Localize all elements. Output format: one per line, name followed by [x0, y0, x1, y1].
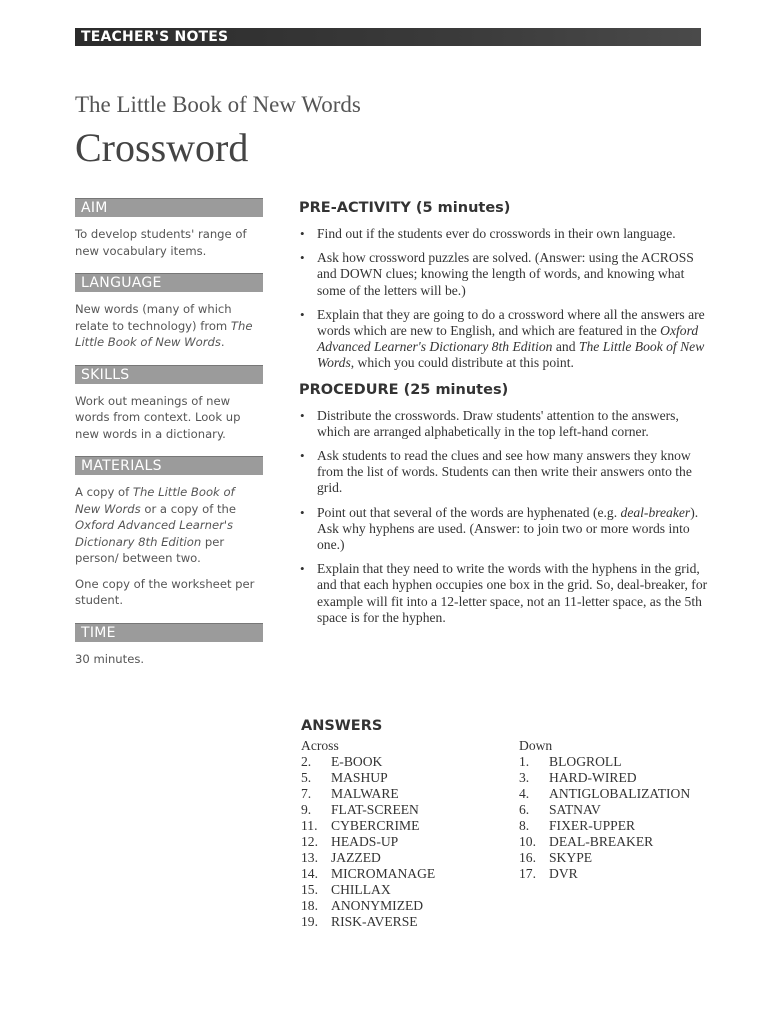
- answer-word: E-BOOK: [331, 754, 383, 769]
- across-label: Across: [301, 738, 339, 753]
- aim-bar: AIM: [75, 198, 263, 217]
- answer-number: 5.: [301, 770, 312, 785]
- language-text: New words (many of which relate to technology) from The Little Book of New Words.: [75, 302, 253, 349]
- materials-text-2: One copy of the worksheet per student.: [75, 576, 255, 607]
- answer-number: 2.: [301, 754, 312, 769]
- answer-word: ANONYMIZED: [331, 898, 424, 913]
- list-item: • Explain that they need to write the words with the hyphens in the grid, and that each hyphen occupies one box in the grid. So, deal-breaker, for example will fit into a 12-letter space, not an 11-letter space, as the 5th space is for the hyphen.: [299, 561, 715, 626]
- procedure-list: [299, 408, 715, 626]
- list-item: • Explain that they are going to do a crossword where all the answers are words which are new to English, and which are featured in the Oxford Advanced Learner's Dictionary 8th Edition and The Little Book of New Words, which you could distribute at this point.: [299, 307, 715, 372]
- answers-section: [301, 718, 721, 929]
- answer-number: 4.: [519, 786, 530, 801]
- answer-row: [519, 818, 719, 834]
- answer-row: [519, 850, 719, 866]
- materials-text-1: A copy of The Little Book of New Words or a copy of the Oxford Advanced Learner's Dictionary 8th Edition per person/ between two.: [75, 485, 236, 565]
- answer-word: CYBERCRIME: [331, 818, 420, 833]
- answer-row: [301, 914, 511, 930]
- answer-number: 1.: [519, 754, 530, 769]
- main-column: [299, 198, 715, 634]
- aim-text: To develop students' range of new vocabulary items.: [75, 227, 247, 258]
- header-bar: [75, 28, 701, 46]
- language-bar: LANGUAGE: [75, 273, 263, 292]
- answer-word: ANTIGLOBALIZATION: [549, 786, 691, 801]
- skills-text: Work out meanings of new words from context. Look up new words in a dictionary.: [75, 393, 241, 441]
- language-book: The Little Book of New Words: [75, 318, 253, 349]
- answer-number: 12.: [301, 834, 318, 849]
- answer-row: [301, 882, 511, 898]
- answer-number: 15.: [301, 882, 318, 897]
- answer-row: [301, 754, 511, 770]
- answer-row: [301, 866, 511, 882]
- list-item: • Ask students to read the clues and see how many answers they know from the list of words. Students can then write their answers onto the grid.: [299, 448, 715, 497]
- answer-row: [519, 786, 719, 802]
- list-item: • Distribute the crosswords. Draw students' attention to the answers, which are arranged alphabetically in the top left-hand corner.: [299, 408, 715, 440]
- answer-word: DVR: [549, 866, 578, 881]
- answer-number: 6.: [519, 802, 530, 817]
- list-item: • Ask how crossword puzzles are solved. (Answer: using the ACROSS and DOWN clues; knowing the length of words, and knowing what some of the letters will be.): [299, 250, 715, 299]
- across-column: [301, 738, 511, 930]
- answer-number: 19.: [301, 914, 318, 929]
- answer-row: [301, 786, 511, 802]
- procedure-heading: PROCEDURE (25 minutes): [299, 381, 509, 398]
- answer-row: [519, 866, 719, 882]
- skills-bar: SKILLS: [75, 365, 263, 384]
- answer-number: 7.: [301, 786, 312, 801]
- answer-number: 16.: [519, 850, 536, 865]
- answer-word: MASHUP: [331, 770, 388, 785]
- answer-row: [301, 834, 511, 850]
- answer-word: HEADS-UP: [331, 834, 399, 849]
- sidebar: [75, 198, 263, 667]
- answer-row: [519, 754, 719, 770]
- answer-row: [519, 834, 719, 850]
- answer-number: 17.: [519, 866, 536, 881]
- answer-row: [301, 770, 511, 786]
- answers-heading: ANSWERS: [301, 718, 383, 734]
- answer-row: [301, 850, 511, 866]
- answer-number: 3.: [519, 770, 530, 785]
- answer-word: DEAL-BREAKER: [549, 834, 654, 849]
- down-label: Down: [519, 738, 553, 753]
- answer-word: MICROMANAGE: [331, 866, 436, 881]
- time-text: 30 minutes.: [75, 651, 145, 666]
- pre-activity-list: [299, 226, 715, 372]
- answer-number: 11.: [301, 818, 318, 833]
- answer-row: [519, 802, 719, 818]
- header-label: TEACHER'S NOTES: [81, 29, 229, 45]
- answer-row: [519, 770, 719, 786]
- answer-word: BLOGROLL: [549, 754, 622, 769]
- doc-subtitle: The Little Book of New Words: [75, 92, 361, 117]
- answer-word: JAZZED: [331, 850, 381, 865]
- answer-number: 8.: [519, 818, 530, 833]
- answer-row: [301, 898, 511, 914]
- doc-title: Crossword: [75, 125, 249, 170]
- answer-number: 10.: [519, 834, 536, 849]
- list-item: • Find out if the students ever do crosswords in their own language.: [299, 226, 715, 242]
- answer-row: [301, 818, 511, 834]
- answer-word: SKYPE: [549, 850, 593, 865]
- answer-number: 18.: [301, 898, 318, 913]
- answer-word: SATNAV: [549, 802, 601, 817]
- answer-word: HARD-WIRED: [549, 770, 637, 785]
- answer-number: 9.: [301, 802, 312, 817]
- pre-activity-heading: PRE-ACTIVITY (5 minutes): [299, 200, 511, 216]
- answer-word: CHILLAX: [331, 882, 391, 897]
- down-column: [519, 738, 719, 882]
- answer-word: RISK-AVERSE: [331, 914, 418, 929]
- answer-number: 14.: [301, 866, 318, 881]
- answer-number: 13.: [301, 850, 318, 865]
- answer-word: FLAT-SCREEN: [331, 802, 419, 817]
- time-bar: TIME: [75, 623, 263, 642]
- answer-row: [301, 802, 511, 818]
- list-item: • Point out that several of the words are hyphenated (e.g. deal-breaker). Ask why hyphens are used. (Answer: to join two or more words into one.): [299, 505, 715, 554]
- answer-word: MALWARE: [331, 786, 399, 801]
- materials-bar: MATERIALS: [75, 456, 263, 475]
- answer-word: FIXER-UPPER: [549, 818, 636, 833]
